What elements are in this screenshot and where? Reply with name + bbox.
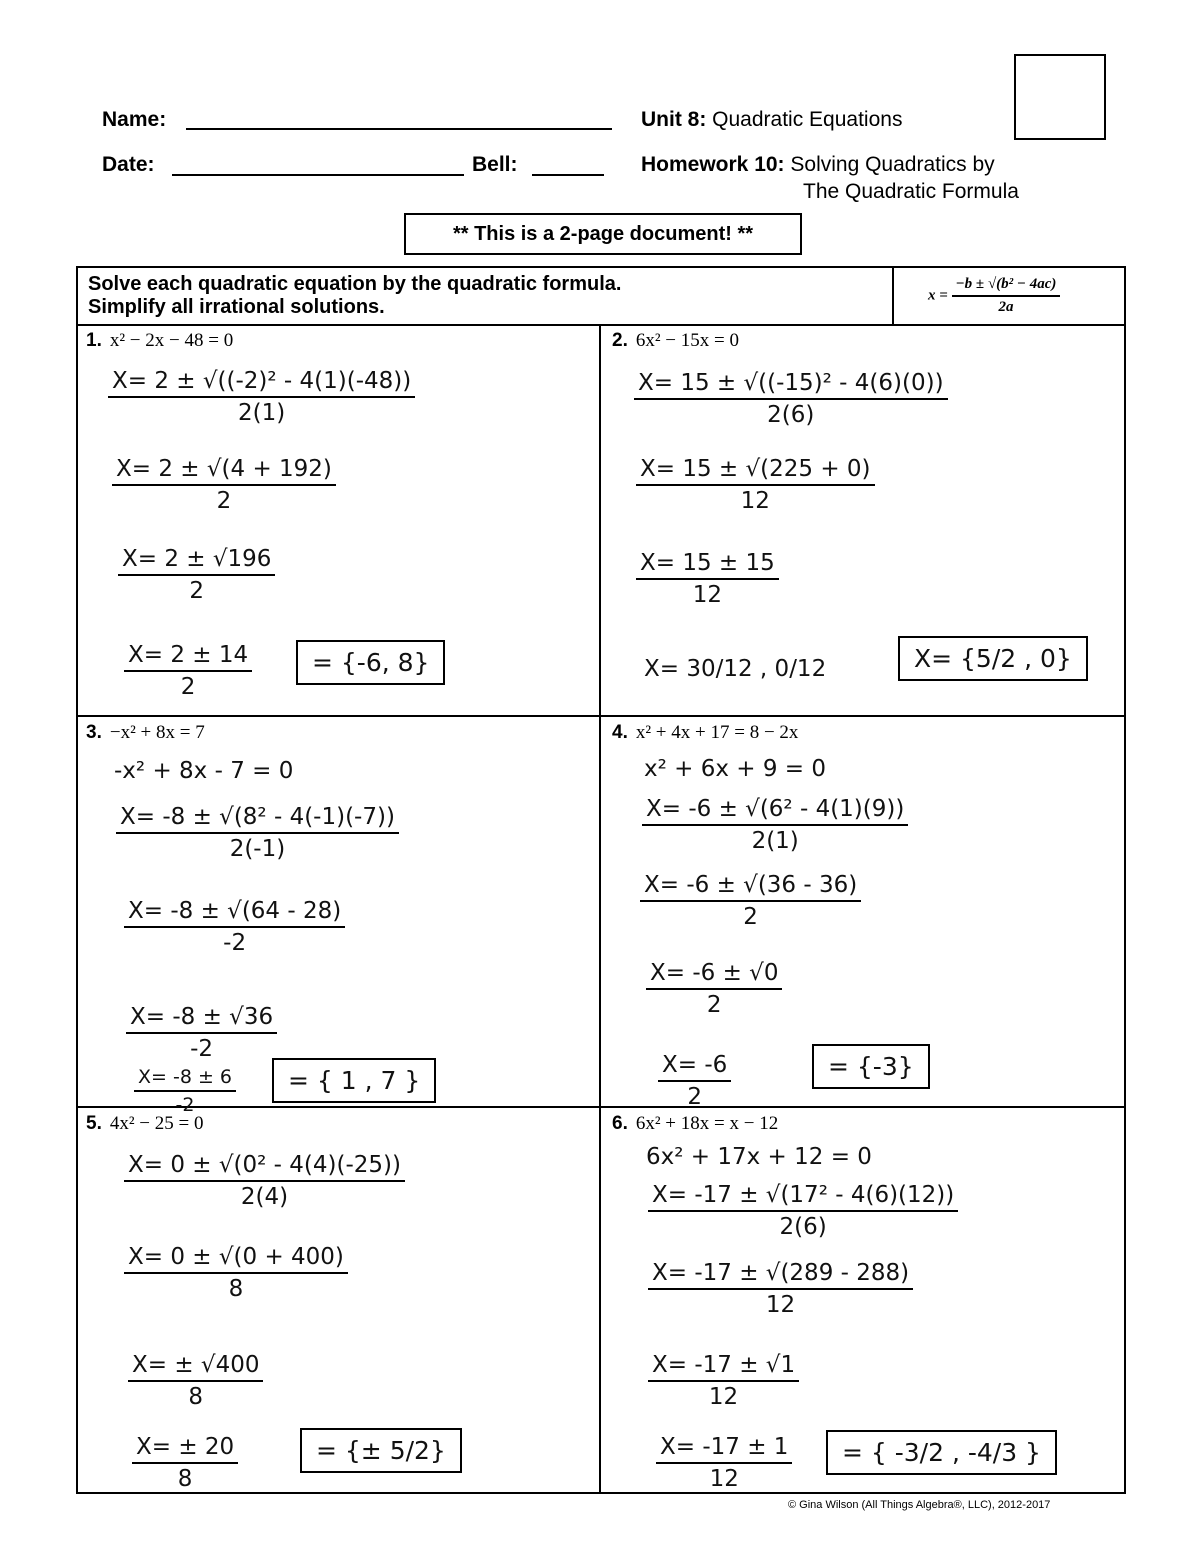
problem-6-step-1: $\frac{\text{X= -17 ± √(17² - 4(6)(12))}}{2(6)}$ [648,1182,958,1240]
problem-4-step-2: $\frac{X= -6 \pm √(36 - 36)}{2}$ [640,872,861,930]
homework-name-2: The Quadratic Formula [803,180,1019,203]
formula-lhs: x = [928,287,948,304]
name-label: Name: [102,108,167,131]
problem-1-statement: 1. x² − 2x − 48 = 0 [86,330,234,351]
problem-5-statement: 5. 4x² − 25 = 0 [86,1113,204,1134]
problem-3-step-3: $\frac{X= -8 \pm √36}{-2}$ [126,1004,277,1062]
formula-fraction [952,276,1061,316]
formula-denominator: 2a [998,299,1014,315]
copyright-footer: © Gina Wilson (All Things Algebra®, LLC), 2012-2017 [788,1499,1051,1511]
unit-label: Unit 8: [641,108,707,131]
problem-1-step-2: $\frac{X= 2 \pm √(4 + 192)}{2}$ [112,456,336,514]
instructions [88,273,621,319]
unit-title [641,108,902,132]
problem-4-step-3: $\frac{X= -6 \pm √0}{2}$ [646,960,782,1018]
problem-3-step-2: $\frac{X= -8 \pm √(64 - 28)}{-2}$ [124,898,345,956]
bell-label: Bell: [472,153,518,176]
problem-6-rewritten: 6x² + 17x + 12 = 0 [646,1144,872,1170]
problem-4-answer: = {-3} [812,1044,930,1089]
homework-title [641,153,995,177]
bell-field-line[interactable] [532,174,604,176]
date-field-line[interactable] [172,174,464,176]
problem-3-rewritten: -x² + 8x - 7 = 0 [114,758,294,784]
problem-2-step-1: $\frac{\text{X= 15 ± √((-15)² - 4(6)(0))}}{2(6)}$ [634,370,948,428]
problem-6-step-2: $\frac{X= -17 \pm √(289 - 288)}{12}$ [648,1260,913,1318]
unit-name: Quadratic Equations [712,108,903,131]
problem-2-answer: X= {5/2 , 0} [898,636,1088,681]
problem-5-step-3: $\frac{X= \pm √400}{8}$ [128,1352,263,1410]
problem-2-step-2: $\frac{X= 15 \pm √(225 + 0)}{12}$ [636,456,875,514]
problem-3-statement: 3. −x² + 8x = 7 [86,722,205,743]
row-divider-1 [76,715,1126,717]
problem-6-statement: 6. 6x² + 18x = x − 12 [612,1113,779,1134]
instruction-divider [892,266,894,326]
instruction-line-2: Simplify all irrational solutions. [88,296,385,318]
name-field-line[interactable] [186,128,612,130]
problem-6-answer: = { -3/2 , -4/3 } [826,1430,1057,1475]
worksheet-frame [76,266,1126,1494]
problem-4-step-4: $\frac{X= -6}{2}$ [658,1052,731,1110]
problem-4-rewritten: x² + 6x + 9 = 0 [644,756,827,782]
problem-6-step-4: $\frac{X= -17 \pm 1}{12}$ [656,1434,792,1492]
problem-3-step-1: $\frac{\text{X= -8 ± √(8² - 4(-1)(-7))}}{2(-1)}$ [116,804,399,862]
problem-3-step-4: $\frac{X= -8 \pm 6}{-2}$ [134,1066,236,1116]
problem-5-step-1: $\frac{\text{X= 0 ± √(0² - 4(4)(-25))}}{2(4)}$ [124,1152,405,1210]
problem-2-statement: 2. 6x² − 15x = 0 [612,330,739,351]
problem-3-answer: = { 1 , 7 } [272,1058,436,1103]
homework-label: Homework 10: [641,153,785,176]
problem-2-step-4: X= 30/12 , 0/12 [644,656,827,682]
problem-4-statement: 4. x² + 4x + 17 = 8 − 2x [612,722,799,743]
two-page-note: ** This is a 2-page document! ** [404,213,802,255]
score-box [1014,54,1106,140]
problem-4-step-1: $\frac{\text{X= -6 ± √(6² - 4(1)(9))}}{2(1)}$ [642,796,908,854]
problem-1-step-3: $\frac{X= 2 \pm √196}{2}$ [118,546,275,604]
quadratic-formula [928,276,1060,316]
problem-5-step-2: $\frac{X= 0 \pm √(0 + 400)}{8}$ [124,1244,348,1302]
formula-numerator: −b ± √(b² − 4ac) [952,276,1061,297]
date-label: Date: [102,153,155,176]
instruction-line-1: Solve each quadratic equation by the quadratic formula. [88,273,622,295]
problem-5-step-4: $\frac{X= \pm 20}{8}$ [132,1434,238,1492]
problem-5-answer: = {± 5/2} [300,1428,462,1473]
column-divider [599,324,601,1494]
homework-name-1: Solving Quadratics by [790,153,995,176]
problem-1-answer: = {-6, 8} [296,640,445,685]
problem-6-step-3: $\frac{X= -17 \pm √1}{12}$ [648,1352,799,1410]
problem-1-step-1: $\frac{\text{X= 2 ± √((-2)² - 4(1)(-48))}}{2(1)}$ [108,368,415,426]
row-divider-top [76,324,1126,326]
problem-1-step-4: $\frac{X= 2 \pm 14}{2}$ [124,642,252,700]
problem-2-step-3: $\frac{X= 15 \pm 15}{12}$ [636,550,779,608]
